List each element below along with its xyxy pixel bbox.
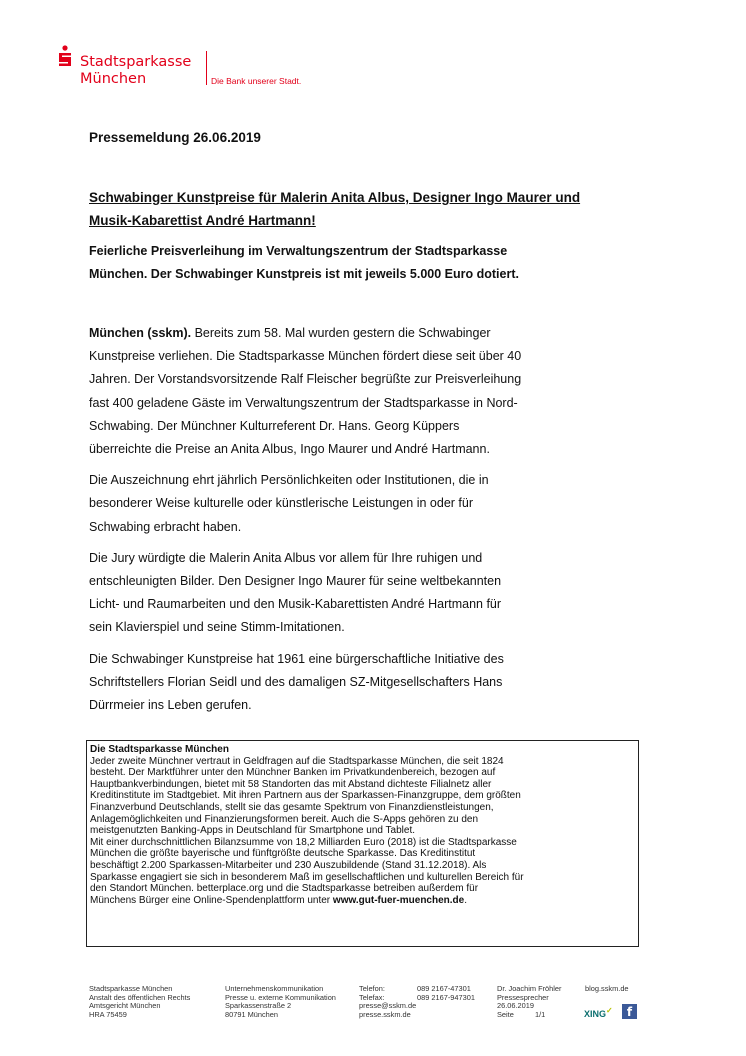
footer-contact: Telefon: 089 2167-47301 Telefax: 089 2167-947301 presse@sskm.de presse.sskm.de	[359, 984, 475, 1019]
headline: Schwabinger Kunstpreise für Malerin Anita Albus, Designer Ingo Maurer und Musik-Kabarettist André Hartmann!	[89, 190, 581, 228]
press-website[interactable]: presse.sskm.de	[359, 1009, 411, 1019]
footer-spokesperson: Dr. Joachim Fröhler Pressesprecher 26.06.2019 Seite 1/1	[497, 984, 562, 1019]
info-paragraph-1: Jeder zweite Münchner vertraut in Geldfragen auf die Stadtsparkasse München, die seit 1824 besteht. Der Marktführer unter den Münchner Banken im Privatkundenbereich, bezogen auf Hauptbankverbindungen, bietet mit 58 Standorten das mit Abstand dichteste Filialnetz aller Kreditinstitute im Stadtgebiet. Mit ihren Partnern aus der Sparkassen-Finanzgruppe, dem größten Finanzverbund Deutschlands, stellt sie das gesamte Spektrum von Finanzdienstleistungen, Anlagemöglichkeiten und Finanzierungsformen bereit. Auch die S-Apps gehören zu den meistgenutzten Banking-Apps in Deutschland für Smartphone und Tablet.	[90, 755, 521, 837]
phone-number: 089 2167-47301	[417, 984, 471, 993]
info-paragraph-2: Mit einer durchschnittlichen Bilanzsumme von 18,2 Milliarden Euro (2018) ist die Stadtsparkasse München die größte bayerische und fünftgrößte deutsche Sparkasse. Das Kreditinstitut beschäftigt 2.200 Sparkassen-Mitarbeiter und 230 Auszubildende (Stand 31.12.2018). Als Sparkasse engagiert sie sich in besonderem Maß im gesellschaftlichen und kulturellen Bereich für den Standort München. betterplace.org und die Stadtsparkasse betreiben außerdem für Münchens Bürger eine Online-Spendenplattform unter www.gut-fuer-muenchen.de.	[90, 836, 524, 906]
press-release-date: Pressemeldung 26.06.2019	[89, 130, 261, 145]
brand-slogan: Die Bank unserer Stadt.	[211, 76, 302, 86]
dateline-lead: München (sskm).	[89, 326, 192, 340]
sparkasse-s-logo-icon	[58, 45, 72, 67]
press-email[interactable]: presse@sskm.de	[359, 1001, 417, 1011]
xing-icon[interactable]: XING✓	[584, 1006, 613, 1019]
blog-link[interactable]: blog.sskm.de	[585, 984, 629, 993]
paragraph-3: Die Jury würdigte die Malerin Anita Albus vor allem für Ihre ruhigen und entschleunigten Bilder. Den Designer Ingo Maurer für seine weltbekannten Licht- und Raumarbeiten und den Musik-Kabarettisten André Hartmann für sein Klavierspiel und seine Stimm-Imitationen.	[89, 550, 502, 635]
company-info-box	[86, 740, 639, 947]
fax-number: 089 2167-947301	[417, 992, 475, 1002]
subheadline: Feierliche Preisverleihung im Verwaltungszentrum der Stadtsparkasse München. Der Schwabinger Kunstpreis ist mit jeweils 5.000 Euro dotiert.	[89, 244, 519, 281]
article-body	[89, 322, 589, 725]
footer-department: Unternehmenskommunikation Presse u. externe Kommunikation Sparkassenstraße 2 80791 München	[225, 984, 336, 1019]
paragraph-4: Die Schwabinger Kunstpreise hat 1961 eine bürgerschaftliche Initiative des Schriftstellers Florian Seidl und des damaligen SZ-Mitgesellschafters Hans Dürrmeier ins Leben gerufen.	[89, 651, 504, 713]
facebook-icon[interactable]: f	[622, 1004, 637, 1019]
paragraph-1: München (sskm). Bereits zum 58. Mal wurden gestern die Schwabinger Kunstpreise verliehen. Die Stadtsparkasse München fördert diese seit über 40 Jahren. Der Vorstandsvorsitzende Ralf Fleischer begrüßte zur Preisverleihung fast 400 geladene Gäste im Verwaltungszentrum der Stadtsparkasse in Nord- Schwabing. Der Münchner Kulturreferent Dr. Hans. Georg Küppers überreichte die Preise an Anita Albus, Ingo Maurer und André Hartmann.	[89, 326, 522, 457]
donation-platform-link[interactable]: www.gut-fuer-muenchen.de	[332, 894, 465, 906]
logo-divider	[206, 51, 207, 85]
paragraph-2: Die Auszeichnung ehrt jährlich Persönlichkeiten oder Institutionen, die in besonderer Weise kulturelle oder künstlerische Leistungen in oder für Schwabing erbracht haben.	[89, 473, 489, 534]
brand-name: Stadtsparkasse München	[80, 54, 192, 87]
page-number: 1/1	[535, 1009, 546, 1019]
info-box-title: Die Stadtsparkasse München	[90, 744, 229, 755]
footer-legal: Stadtsparkasse München Anstalt des öffentlichen Rechts Amtsgericht München HRA 75459	[89, 984, 191, 1019]
